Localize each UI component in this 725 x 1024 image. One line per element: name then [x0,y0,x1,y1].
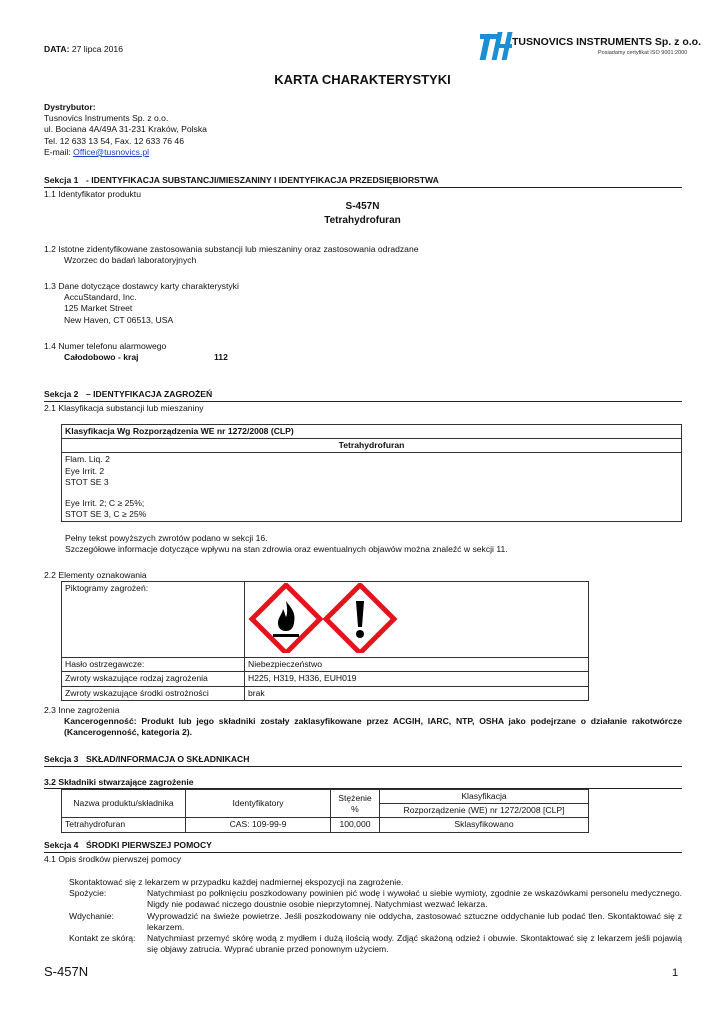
clp-table-header: Klasyfikacja Wg Rozporządzenia WE nr 1272/2008 (CLP) [62,425,682,439]
email-link[interactable]: Office@tusnovics.pl [73,146,150,157]
clp-classification-table [61,424,682,522]
precautionary-statements-value: brak [245,686,589,700]
section-2-2: 2.2 Elementy oznakowania [44,570,147,580]
flame-pictogram-icon [252,585,320,653]
col-name: Nazwa produktu/składnika [62,790,186,818]
row-identifiers: CAS: 109-99-9 [186,818,331,832]
clp-table-classes: Flam. Liq. 2 Eye Irrit. 2 STOT SE 3 Eye Irrit. 2; C ≥ 25%; STOT SE 3, C ≥ 25% [62,453,682,522]
section-4-header: Sekcja 4 ŚRODKI PIERWSZEJ POMOCY [44,840,212,850]
row-classification: Sklasyfikowano [380,818,589,832]
col-identifiers: Identyfikatory [186,790,331,818]
hazard-statements-value: H225, H319, H336, EUH019 [245,672,589,686]
document-date: DATA: 27 lipca 2016 [44,44,123,54]
precautionary-statements-label: Zwroty wskazujące środki ostrożności [62,686,245,700]
hazard-statements-label: Zwroty wskazujące rodzaj zagrożenia [62,672,245,686]
section-1-1: 1.1 Identyfikator produktu [44,189,141,199]
section-1-4: 1.4 Numer telefonu alarmowego Całodobowo - kraj 112 [44,341,228,363]
pictograms-label: Piktogramy zagrożeń: [62,582,245,658]
section-3-header: Sekcja 3 SKŁAD/INFORMACJA O SKŁADNIKACH [44,754,250,764]
exclamation-pictogram-icon [326,585,394,653]
company-logo [478,30,702,64]
clp-table-substance: Tetrahydrofuran [62,439,682,453]
iso-certificate: Posiadamy certyfikat ISO 9001:2000 [598,50,688,56]
col-concentration: Stężenie % [331,790,380,818]
section-1-header: Sekcja 1 - IDENTYFIKACJA SUBSTANCJI/MIESZANINY I IDENTYFIKACJA PRZEDSIĘBIORSTWA [44,175,439,185]
pictograms-cell [245,582,589,658]
row-concentration: 100,000 [331,818,380,832]
ghs-pictograms [248,583,408,653]
page-title: KARTA CHARAKTERYSTYKI [274,72,451,87]
section-2-notes: Pełny tekst powyższych zwrotów podano w sekcji 16. Szczegółowe informacje dotyczące wpływu na stan zdrowia oraz ewentualnych objawów można znaleźć w sekcji 11. [65,533,508,555]
section-4-1: 4.1 Opis środków pierwszej pomocy [44,854,182,864]
col-classification-sub: Rozporządzenie (WE) nr 1272/2008 [CLP] [380,804,589,818]
section-2-1: 2.1 Klasyfikacja substancji lub mieszaniny [44,403,204,413]
first-aid-skin: Kontakt ze skórą: Natychmiast przemyć skórę wodą z mydłem i dużą ilością wody. Zdjąć skażoną odzież i obuwie. Skontaktować się z lekarzem jeśli pojawią się objawy zatrucia. Wyprać ubranie przed ponownym użyciem. [69,932,682,955]
product-name: Tetrahydrofuran [324,215,401,226]
distributor-block: Dystrybutor: Tusnovics Instruments Sp. z o.o. ul. Bociana 4A/49A 31-231 Kraków, Polska Tel. 12 633 13 54, Fax. 12 633 76 46 E-mail: Office@tusnovics.pl [44,102,207,157]
components-table [61,789,589,833]
page-number: 1 [672,967,679,979]
section-2-3: 2.3 Inne zagrożenia Kancerogenność: Produkt lub jego składniki zostały zaklasyfikowane przez ACGIH, IARC, NTP, OSHA jako podejrzane o działanie rakotwórcze (Kancerogenność, kategoria 2). [44,705,682,738]
section-1-3: 1.3 Dane dotyczące dostawcy karty charakterystyki AccuStandard, Inc. 125 Market Street New Haven, CT 06513, USA [44,281,239,325]
footer-code: S-457N [44,964,89,979]
first-aid-ingestion: Spożycie: Natychmiast po połknięciu poszkodowany powinien pić wodę i wywołać u siebie wymioty, zgodnie ze wskazówkami personelu medycznego. Nigdy nie podawać niczego doustnie osobie nieprzytomnej. Natychmiast wezwać lekarza. [69,888,682,910]
section-2-header: Sekcja 2 – IDENTYFIKACJA ZAGROŻEŃ [44,389,213,399]
labelling-table [61,581,589,701]
signal-word-label: Hasło ostrzegawcze: [62,658,245,672]
th-logo-icon [478,30,514,64]
section-3-2: 3.2 Składniki stwarzające zagrożenie [44,777,194,787]
col-classification: Klasyfikacja [380,790,589,804]
section-1-2: 1.2 Istotne zidentyfikowane zastosowania substancji lub mieszaniny oraz zastosowania odradzane Wzorzec do badań laboratoryjnych [44,244,419,266]
first-aid-inhalation: Wdychanie: Wyprowadzić na świeże powietrze. Jeśli poszkodowany nie oddycha, zastosować sztuczne oddychanie lub podać tlen. Skontaktować się z lekarzem. [69,910,682,932]
signal-word-value: Niebezpieczeństwo [245,658,589,672]
first-aid-block: Skontaktować się z lekarzem w przypadku każdej nadmiernej ekspozycji na zagrożenie. Spożycie: Natychmiast po połknięciu poszkodowany powinien pić wodę i wywołać u siebie wymioty, zgodnie ze wskazówkami personelu medycznego. Nigdy nie podawać niczego doustnie osobie nieprzytomnej. Natychmiast wezwać lekarza. Wdychanie: Wyprowadzić na świeże powietrze. Jeśli poszkodowany nie oddycha, zastosować sztuczne oddychanie lub podać tlen. Skontaktować się z lekarzem. Kontakt ze skórą: Natychmiast przemyć skórę wodą z mydłem i dużą ilością wody. Zdjąć skażoną odzież i obuwie. Skontaktować się z lekarzem jeśli pojawią się objawy zatrucia. Wyprać ubranie przed ponownym użyciem. [69,877,682,955]
row-name: Tetrahydrofuran [62,818,186,832]
company-name: TUSNOVICS INSTRUMENTS Sp. z o.o. [512,36,702,48]
product-code: S-457N [345,201,380,212]
